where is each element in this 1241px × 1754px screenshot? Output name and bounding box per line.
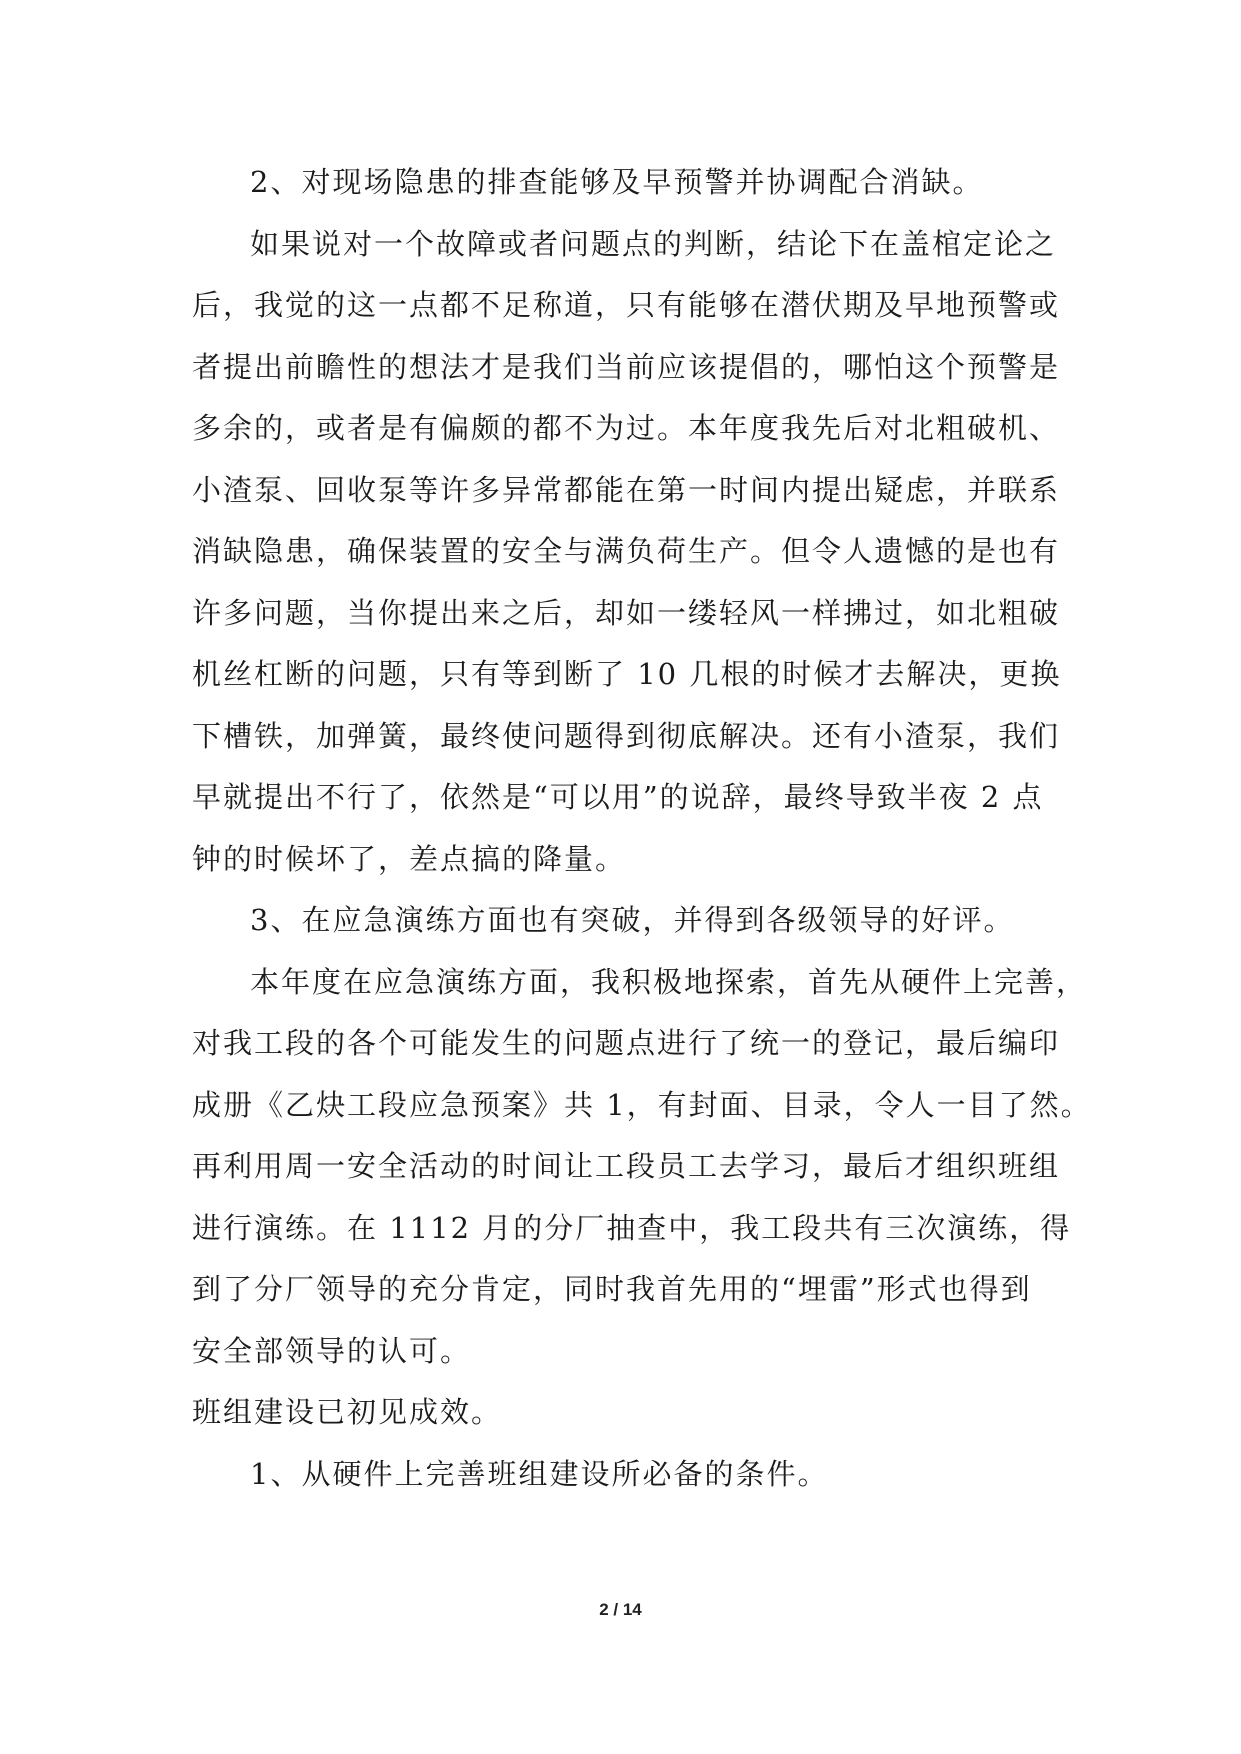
paragraph-line: 早就提出不行了，依然是“可以用”的说辞，最终导致半夜 2 点: [192, 780, 1044, 814]
paragraph-line: 多余的，或者是有偏颇的都不为过。本年度我先后对北粗破机、: [192, 411, 1061, 445]
paragraph-heading: 1、从硬件上完善班组建设所必备的条件。: [250, 1456, 829, 1491]
document-body: [192, 152, 1092, 1505]
paragraph-line: 下槽铁，加弹簧，最终使问题得到彻底解决。还有小渣泵，我们: [192, 718, 1061, 753]
paragraph-heading: 3、在应急演练方面也有突破，并得到各级领导的好评。: [250, 903, 1015, 937]
paragraph-line: 如果说对一个故障或者问题点的判断，结论下在盖棺定论之: [250, 226, 1057, 261]
paragraph-line: 机丝杠断的问题，只有等到断了 10 几根的时候才去解决，更换: [192, 657, 1062, 691]
paragraph-line: 再利用周一安全活动的时间让工段员工去学习，最后才组织班组: [192, 1149, 1061, 1183]
paragraph-line: 进行演练。在 1112 月的分厂抽查中，我工段共有三次演练，得: [192, 1210, 1072, 1245]
paragraph-line: 成册《乙炔工段应急预案》共 1，有封面、目录，令人一目了然。: [192, 1087, 1092, 1122]
paragraph-line: 对我工段的各个可能发生的问题点进行了统一的登记，最后编印: [192, 1026, 1061, 1060]
paragraph-line: 后，我觉的这一点都不足称道，只有能够在潜伏期及早地预警或: [192, 288, 1061, 322]
paragraph-line: 者提出前瞻性的想法才是我们当前应该提倡的，哪怕这个预警是: [192, 349, 1061, 384]
section-heading: 班组建设已初见成效。: [192, 1395, 503, 1429]
paragraph-line: 到了分厂领导的充分肯定，同时我首先用的“埋雷”形式也得到: [192, 1272, 1032, 1306]
paragraph-heading: 2、对现场隐患的排查能够及早预警并协调配合消缺。: [250, 165, 984, 199]
page-number: 2 / 14: [599, 1600, 642, 1619]
paragraph-line: 消缺隐患，确保装置的安全与满负荷生产。但令人遗憾的是也有: [192, 534, 1061, 568]
paragraph-line: 本年度在应急演练方面，我积极地探索，首先从硬件上完善，: [250, 964, 1088, 999]
paragraph-line: 许多问题，当你提出来之后，却如一缕轻风一样拂过，如北粗破: [192, 595, 1061, 630]
paragraph-line: 钟的时候坏了，差点搞的降量。: [192, 841, 627, 876]
paragraph-line: 小渣泵、回收泵等许多异常都能在第一时间内提出疑虑，并联系: [192, 472, 1061, 507]
paragraph-line: 安全部领导的认可。: [192, 1333, 472, 1368]
